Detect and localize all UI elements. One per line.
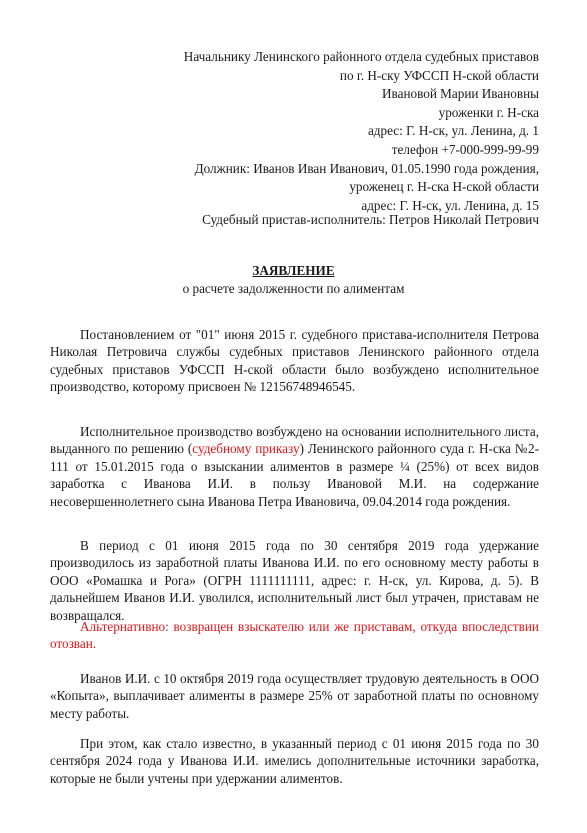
document-title-block <box>0 262 587 298</box>
header-line-applicant-birthplace: уроженки г. Н-ска <box>438 104 539 120</box>
paragraph-3-container <box>50 537 539 624</box>
bailiff-line: Судебный пристав-исполнитель: Петров Николай Петрович <box>202 212 539 227</box>
paragraph-additional-income: При этом, как стало известно, в указанный период с 01 июня 2015 года по 30 сентября 2024 года у Иванова И.И. имелись дополнительные источники заработка, которые не были учтены при удержании алиментов. <box>50 736 539 786</box>
document-subtitle: о расчете задолженности по алиментам <box>182 281 405 296</box>
paragraph-5-container <box>50 670 539 722</box>
paragraph-withholding-period: В период с 01 июня 2015 года по 30 сентября 2019 года удержание производилось из заработной платы Иванова И.И. по его основному месту работы в ООО «Ромашка и Рога» (ОГРН 1111111111, адрес: г. Н-ск, ул. Кирова, д. 5). В дальнейшем Иванов И.И. уволился, исполнительный лист был утрачен, приставам не возвращался. <box>50 538 539 623</box>
paragraph-1-container <box>50 326 539 396</box>
header-line-applicant-address: адрес: Г. Н-ск, ул. Ленина, д. 1 <box>367 123 539 139</box>
paragraph-alternative-note: Альтернативно: возвращен взыскателю или же приставам, откуда впоследствии отозван. <box>50 619 539 652</box>
paragraph-4-container <box>50 618 539 653</box>
paragraph-enforcement-resolution: Постановлением от "01" июня 2015 г. судебного пристава-исполнителя Петрова Николая Петровича службы судебных приставов Ленинского районного отдела судебных приставов УФССП Н-ской области было возбуждено исполнительное производство, которому присвоен № 12156748946545. <box>50 327 539 395</box>
paragraph-enforcement-basis <box>50 423 539 510</box>
paragraph-2-part-b: ) Ленинского районного суда г. Н-ска №2-111 от 15.01.2015 года о взыскании алиментов в размере ¼ (25%) от всех видов заработка с Иванова И.И. в пользу Ивановой М.И. на содержание несовершеннолетнего сына Иванова Петра Ивановича, 09.04.2014 года рождения. <box>50 441 539 509</box>
header-line-debtor-address: адрес: Г. Н-ск, ул. Ленина, д. 15 <box>361 197 539 213</box>
court-order-highlight: судебному приказу <box>192 441 300 457</box>
paragraph-2-container <box>50 423 539 510</box>
paragraph-current-employment: Иванов И.И. с 10 октября 2019 года осуществляет трудовую деятельность в ООО «Копыта», выплачивает алименты в размере 25% от заработной платы по основному месту работы. <box>50 671 539 721</box>
addressee-header <box>119 48 539 215</box>
header-line-debtor-birthplace: уроженец г. Н-ска Н-ской области <box>349 179 539 195</box>
paragraph-2-part-a: Исполнительное производство возбуждено на основании исполнительного листа, выданного по решению ( <box>50 424 539 457</box>
header-line-applicant-name: Ивановой Марии Ивановны <box>382 86 539 102</box>
paragraph-6-container <box>50 735 539 787</box>
header-line-department: по г. Н-ску УФССП Н-ской области <box>339 67 539 83</box>
header-line-addressee: Начальнику Ленинского районного отдела судебных приставов <box>183 49 539 64</box>
document-title: ЗАЯВЛЕНИЕ <box>252 263 335 278</box>
header-line-applicant-phone: телефон +7-000-999-99-99 <box>391 141 539 157</box>
header-line-debtor-name: Должник: Иванов Иван Иванович, 01.05.1990 года рождения, <box>194 160 539 176</box>
